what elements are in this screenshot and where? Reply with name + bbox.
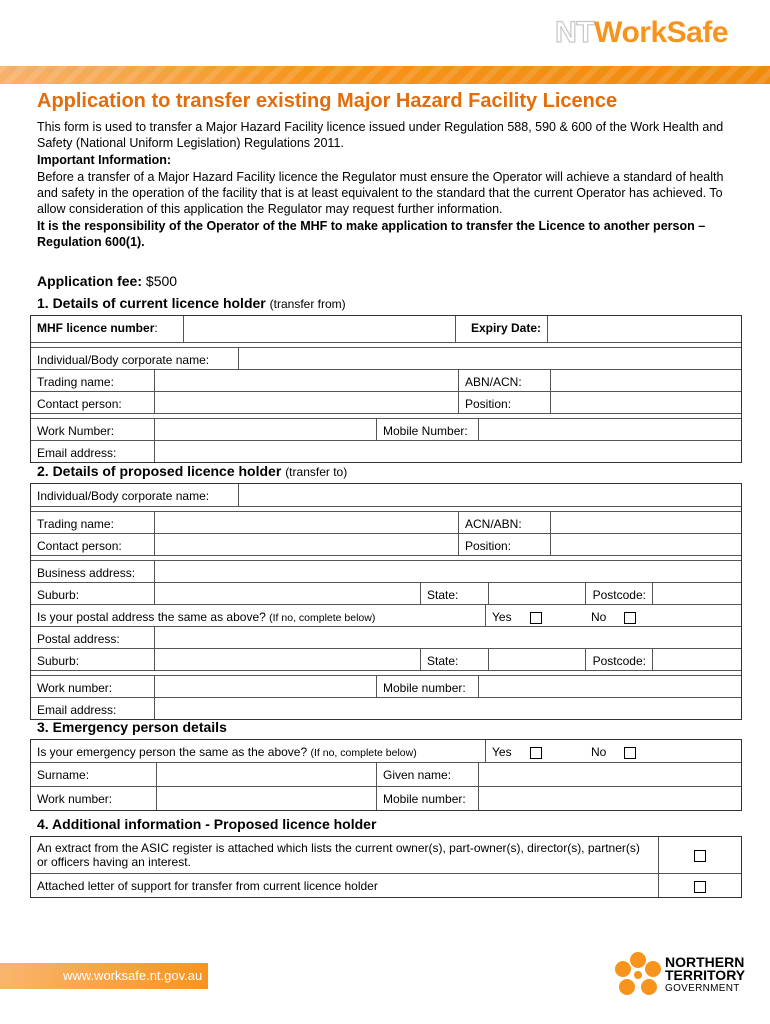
nt-logo-line3: GOVERNMENT — [665, 983, 740, 994]
abn-acn-label: ABN/ACN: — [458, 370, 550, 391]
section-1-heading — [37, 295, 346, 311]
page-title: Application to transfer existing Major Hazard Facility Licence — [37, 90, 618, 112]
contact-person-field[interactable] — [154, 392, 458, 413]
work-number-field[interactable] — [156, 787, 376, 810]
state-label: State: — [420, 583, 488, 604]
emergency-same-yes: Yes — [485, 740, 585, 762]
trading-name-field[interactable] — [154, 512, 458, 533]
brand-nt: NT — [555, 16, 595, 49]
individual-body-label: Individual/Body corporate name: — [37, 489, 210, 503]
letter-of-support-checkbox[interactable] — [694, 881, 706, 893]
contact-person-field[interactable] — [154, 534, 458, 555]
nt-logo-line2: TERRITORY — [665, 967, 746, 983]
individual-body-label: Individual/Body corporate name: — [37, 353, 210, 367]
nt-government-logo — [612, 950, 752, 1002]
state-label: State: — [420, 649, 488, 670]
table-row — [31, 626, 741, 648]
postal-same-no: No — [585, 605, 741, 626]
suburb-field[interactable] — [154, 649, 420, 670]
work-number-field[interactable] — [154, 676, 376, 697]
postal-address-field[interactable] — [154, 627, 741, 648]
expiry-date-label: Expiry Date: — [455, 316, 547, 342]
email-address-field[interactable] — [154, 441, 741, 462]
table-row — [31, 391, 741, 413]
position-field[interactable] — [550, 534, 741, 555]
mobile-number-field[interactable] — [478, 419, 741, 440]
desert-rose-icon — [612, 950, 664, 1002]
suburb-label: Suburb: — [37, 654, 80, 668]
postcode-label: Postcode: — [585, 649, 652, 670]
suburb-label: Suburb: — [37, 588, 80, 602]
table-row — [31, 440, 741, 462]
business-address-label: Business address: — [37, 566, 136, 580]
section-2-sub: (transfer to) — [285, 465, 348, 479]
table-row — [31, 873, 741, 897]
table-row — [31, 369, 741, 391]
mobile-number-label: Mobile Number: — [376, 419, 478, 440]
trading-name-field[interactable] — [154, 370, 458, 391]
surname-field[interactable] — [156, 763, 376, 786]
expiry-date-field[interactable] — [547, 316, 741, 342]
individual-body-field[interactable] — [238, 348, 741, 369]
footer-url-bar — [0, 963, 208, 989]
postal-same-question: Is your postal address the same as above? (If no, complete below) — [37, 610, 376, 624]
mobile-number-label: Mobile number: — [376, 787, 478, 810]
given-name-label: Given name: — [376, 763, 478, 786]
section-2-title: 2. Details of proposed licence holder — [37, 463, 282, 479]
acn-abn-field[interactable] — [550, 512, 741, 533]
emergency-same-no-checkbox[interactable] — [624, 747, 636, 759]
state-field[interactable] — [488, 583, 585, 604]
fee-value: $500 — [145, 273, 178, 289]
email-address-label: Email address: — [37, 446, 117, 460]
business-address-field[interactable] — [154, 561, 741, 582]
table-row — [31, 582, 741, 604]
table-row — [31, 837, 741, 873]
section-2-heading — [37, 463, 347, 479]
section-1-title: 1. Details of current licence holder — [37, 295, 266, 311]
worksafe-logo — [555, 18, 728, 48]
intro-paragraph-3: It is the responsibility of the Operator of the MHF to make application to transfer the Licence to another person – Regulation 600(1). — [37, 219, 706, 249]
important-label: Important Information: — [37, 153, 172, 167]
header-banner — [0, 66, 770, 84]
work-number-label: Work number: — [37, 792, 113, 806]
table-row — [31, 697, 741, 719]
postcode-field[interactable] — [652, 649, 741, 670]
contact-person-label: Contact person: — [37, 539, 122, 553]
position-label: Position: — [458, 392, 550, 413]
mobile-number-field[interactable] — [478, 787, 741, 810]
postal-address-label: Postal address: — [37, 632, 120, 646]
table-row — [31, 316, 741, 342]
abn-acn-field[interactable] — [550, 370, 741, 391]
section-1-sub: (transfer from) — [269, 297, 346, 311]
section-3-heading — [37, 719, 227, 735]
emergency-same-no: No — [585, 740, 741, 762]
mobile-number-label: Mobile number: — [376, 676, 478, 697]
emergency-person-table — [30, 739, 742, 811]
section-3-title: 3. Emergency person details — [37, 719, 227, 735]
given-name-field[interactable] — [478, 763, 741, 786]
work-number-label: Work Number: — [37, 424, 115, 438]
table-row — [31, 740, 741, 762]
table-row — [31, 511, 741, 533]
postal-same-no-checkbox[interactable] — [624, 612, 636, 624]
surname-label: Surname: — [37, 768, 90, 782]
current-holder-table — [30, 315, 742, 463]
intro-text — [37, 119, 727, 250]
work-number-label: Work number: — [37, 681, 113, 695]
individual-body-field[interactable] — [238, 484, 741, 506]
nt-logo-text — [665, 956, 745, 995]
mhf-licence-number-label: MHF licence number: — [37, 321, 158, 335]
table-row — [31, 786, 741, 810]
letter-of-support-check-cell — [658, 874, 741, 897]
intro-paragraph-2: Before a transfer of a Major Hazard Facility licence the Regulator must ensure the Operator will achieve a standard of health and safety in the operation of the facility that is at least equivalent to the standard that the current Operator has achieved. To allow consideration of this application the Regulator may request further information. — [37, 170, 724, 216]
fee-label: Application fee: — [37, 273, 143, 289]
nt-logo-line1: NORTHERN — [665, 954, 745, 970]
section-4-title: 4. Additional information - Proposed licence holder — [37, 816, 377, 832]
table-row — [31, 648, 741, 670]
table-row — [31, 675, 741, 697]
mobile-number-field[interactable] — [478, 676, 741, 697]
state-field[interactable] — [488, 649, 585, 670]
table-row — [31, 484, 741, 506]
postcode-field[interactable] — [652, 583, 741, 604]
table-row — [31, 418, 741, 440]
letter-of-support-label: Attached letter of support for transfer from current licence holder — [37, 879, 378, 893]
trading-name-label: Trading name: — [37, 375, 114, 389]
proposed-holder-table — [30, 483, 742, 720]
trading-name-label: Trading name: — [37, 517, 114, 531]
asic-extract-checkbox[interactable] — [694, 850, 706, 862]
work-number-field[interactable] — [154, 419, 376, 440]
postal-same-yes: Yes — [485, 605, 585, 626]
intro-paragraph-1: This form is used to transfer a Major Hazard Facility licence issued under Regulation 588, 590 & 600 of the Work Health and Safety (National Uniform Legislation) Regulations 2011. — [37, 120, 724, 150]
emergency-same-yes-checkbox[interactable] — [530, 747, 542, 759]
table-row — [31, 533, 741, 555]
contact-person-label: Contact person: — [37, 397, 122, 411]
asic-extract-check-cell — [658, 837, 741, 873]
section-4-heading — [37, 816, 376, 832]
email-address-field[interactable] — [154, 698, 741, 719]
position-label: Position: — [458, 534, 550, 555]
additional-info-table — [30, 836, 742, 898]
table-row — [31, 560, 741, 582]
acn-abn-label: ACN/ABN: — [458, 512, 550, 533]
position-field[interactable] — [550, 392, 741, 413]
table-row — [31, 762, 741, 786]
postcode-label: Postcode: — [585, 583, 652, 604]
suburb-field[interactable] — [154, 583, 420, 604]
asic-extract-label: An extract from the ASIC register is attached which lists the current owner(s), part-owner(s), director(s), partner(s) or officers having an interest. — [37, 841, 640, 869]
mhf-licence-number-field[interactable] — [183, 316, 455, 342]
application-fee — [37, 273, 177, 289]
postal-same-yes-checkbox[interactable] — [530, 612, 542, 624]
table-row — [31, 604, 741, 626]
footer-url[interactable]: www.worksafe.nt.gov.au — [63, 968, 203, 983]
email-address-label: Email address: — [37, 703, 117, 717]
emergency-same-question: Is your emergency person the same as the above? (If no, complete below) — [37, 745, 417, 759]
table-row — [31, 347, 741, 369]
brand-worksafe: WorkSafe — [594, 16, 728, 49]
